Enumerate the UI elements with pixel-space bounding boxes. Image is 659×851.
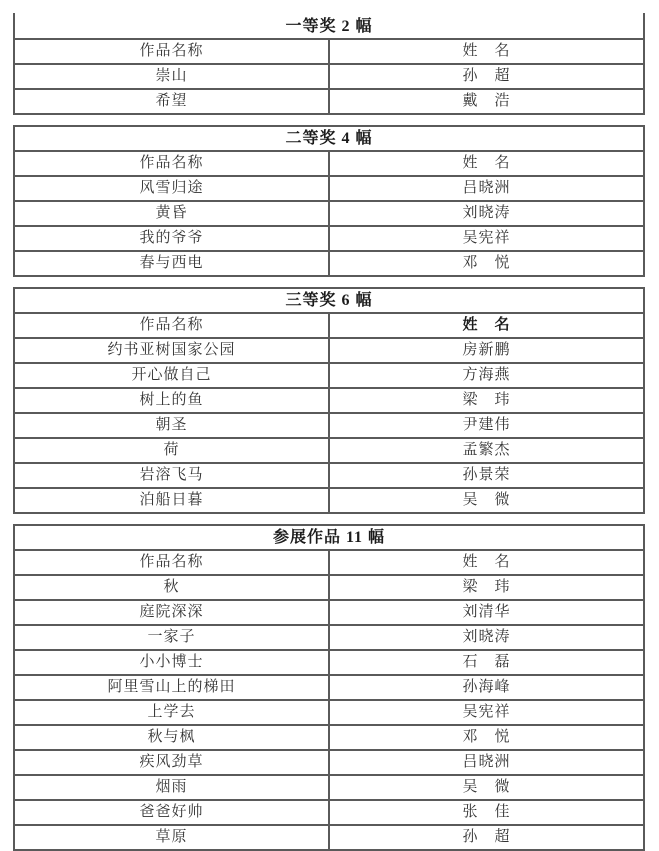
work-title-cell: 一家子 [14,625,329,650]
author-name-cell: 吴宪祥 [329,226,644,251]
author-name-cell: 吴 微 [329,488,644,513]
table-row [14,463,644,488]
work-title-cell: 泊船日暮 [14,488,329,513]
column-header-name: 姓 名 [329,313,644,338]
table-row [14,700,644,725]
column-header-name: 姓 名 [329,151,644,176]
work-title-cell: 黄昏 [14,201,329,226]
column-header-work-title: 作品名称 [14,151,329,176]
table-row [14,388,644,413]
table-row [14,750,644,775]
work-title-cell: 我的爷爷 [14,226,329,251]
work-title-cell: 春与西电 [14,251,329,276]
award-table [13,125,645,277]
table-row [14,438,644,463]
section-title: 三等奖 6 幅 [14,288,644,313]
table-row [14,201,644,226]
award-table [13,287,645,514]
work-title-cell: 崇山 [14,64,329,89]
table-row [14,488,644,513]
section-title-row [14,126,644,151]
column-header-row [14,313,644,338]
section-title: 一等奖 2 幅 [14,14,644,39]
work-title-cell: 约书亚树国家公园 [14,338,329,363]
column-header-work-title: 作品名称 [14,39,329,64]
award-tables-container [13,13,645,851]
author-name-cell: 吕晓洲 [329,176,644,201]
author-name-cell: 吴宪祥 [329,700,644,725]
work-title-cell: 阿里雪山上的梯田 [14,675,329,700]
work-title-cell: 烟雨 [14,775,329,800]
table-row [14,600,644,625]
table-row [14,800,644,825]
author-name-cell: 邓 悦 [329,725,644,750]
author-name-cell: 刘晓涛 [329,625,644,650]
work-title-cell: 上学去 [14,700,329,725]
work-title-cell: 秋与枫 [14,725,329,750]
table-row [14,363,644,388]
table-row [14,64,644,89]
work-title-cell: 朝圣 [14,413,329,438]
author-name-cell: 刘清华 [329,600,644,625]
column-header-row [14,151,644,176]
work-title-cell: 树上的鱼 [14,388,329,413]
table-row [14,226,644,251]
table-row [14,650,644,675]
author-name-cell: 刘晓涛 [329,201,644,226]
table-row [14,176,644,201]
work-title-cell: 希望 [14,89,329,114]
author-name-cell: 邓 悦 [329,251,644,276]
author-name-cell: 石 磊 [329,650,644,675]
table-row [14,89,644,114]
author-name-cell: 孙景荣 [329,463,644,488]
work-title-cell: 爸爸好帅 [14,800,329,825]
table-row [14,251,644,276]
author-name-cell: 梁 玮 [329,388,644,413]
award-table [13,524,645,851]
column-header-name: 姓 名 [329,39,644,64]
award-table [13,13,645,115]
author-name-cell: 孙 超 [329,64,644,89]
table-row [14,625,644,650]
table-row [14,413,644,438]
column-header-work-title: 作品名称 [14,550,329,575]
section-title-row [14,288,644,313]
author-name-cell: 房新鹏 [329,338,644,363]
work-title-cell: 疾风劲草 [14,750,329,775]
author-name-cell: 吕晓洲 [329,750,644,775]
author-name-cell: 尹建伟 [329,413,644,438]
section-title: 二等奖 4 幅 [14,126,644,151]
author-name-cell: 吴 微 [329,775,644,800]
section-title-row [14,525,644,550]
column-header-row [14,550,644,575]
work-title-cell: 庭院深深 [14,600,329,625]
work-title-cell: 岩溶飞马 [14,463,329,488]
column-header-row [14,39,644,64]
work-title-cell: 荷 [14,438,329,463]
author-name-cell: 孙 超 [329,825,644,850]
table-row [14,825,644,850]
author-name-cell: 孙海峰 [329,675,644,700]
table-row [14,775,644,800]
work-title-cell: 草原 [14,825,329,850]
work-title-cell: 风雪归途 [14,176,329,201]
work-title-cell: 秋 [14,575,329,600]
author-name-cell: 孟繁杰 [329,438,644,463]
author-name-cell: 张 佳 [329,800,644,825]
table-row [14,575,644,600]
section-title-row [14,14,644,39]
author-name-cell: 梁 玮 [329,575,644,600]
work-title-cell: 小小博士 [14,650,329,675]
work-title-cell: 开心做自己 [14,363,329,388]
column-header-name: 姓 名 [329,550,644,575]
table-row [14,725,644,750]
column-header-work-title: 作品名称 [14,313,329,338]
author-name-cell: 方海燕 [329,363,644,388]
table-row [14,675,644,700]
section-title: 参展作品 11 幅 [14,525,644,550]
table-row [14,338,644,363]
author-name-cell: 戴 浩 [329,89,644,114]
